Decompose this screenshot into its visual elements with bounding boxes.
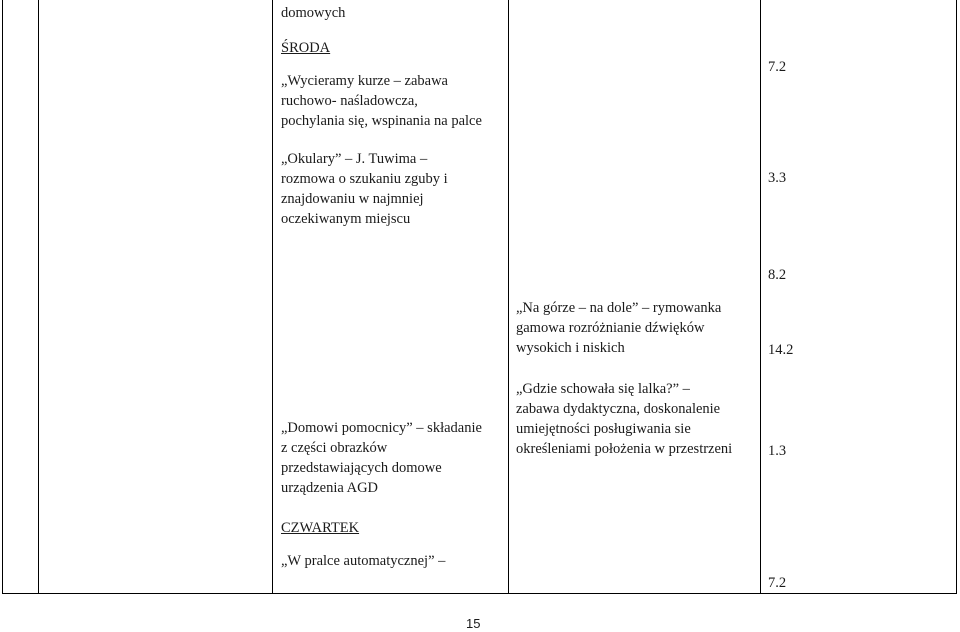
activity-na-gorze-na-dole: „Na górze – na dole” – rymowanka gamowa rozróżnianie dźwięków wysokich i niskich [516, 300, 722, 356]
activity-okulary: „Okulary” – J. Tuwima – rozmowa o szukaniu zguby i znajdowaniu w najmniej oczekiwanym miejscu [281, 151, 448, 227]
curriculum-code: 8.2 [768, 267, 787, 283]
table-border-right [956, 0, 957, 594]
curriculum-code: 1.3 [768, 443, 787, 459]
page-number: 15 [466, 616, 481, 631]
column-divider [760, 0, 761, 594]
curriculum-code: 7.2 [768, 59, 787, 75]
activity-wycieramy-kurze: „Wycieramy kurze – zabawa ruchowo- naśladowcza, pochylania się, wspinania na palce [281, 73, 482, 129]
column-divider [272, 0, 273, 594]
curriculum-code: 7.2 [768, 575, 787, 591]
column-divider [38, 0, 39, 594]
curriculum-code: 3.3 [768, 170, 787, 186]
activity-text: domowych [281, 5, 346, 21]
activity-domowi-pomocnicy: „Domowi pomocnicy” – składanie z części obrazków przedstawiających domowe urządzenia AGD [281, 420, 482, 496]
curriculum-code: 14.2 [768, 342, 794, 358]
activity-gdzie-schowala-sie-lalka: „Gdzie schowała się lalka?” – zabawa dydaktyczna, doskonalenie umiejętności posługiwania sie określeniami położenia w przestrzeni [516, 381, 733, 457]
activity-w-pralce: „W pralce automatycznej” – [281, 553, 446, 569]
table-bottom-border [2, 593, 957, 594]
day-heading-czwartek: CZWARTEK [281, 520, 360, 536]
column-divider [508, 0, 509, 594]
day-heading-sroda: ŚRODA [281, 40, 331, 56]
table-border-left [2, 0, 3, 594]
